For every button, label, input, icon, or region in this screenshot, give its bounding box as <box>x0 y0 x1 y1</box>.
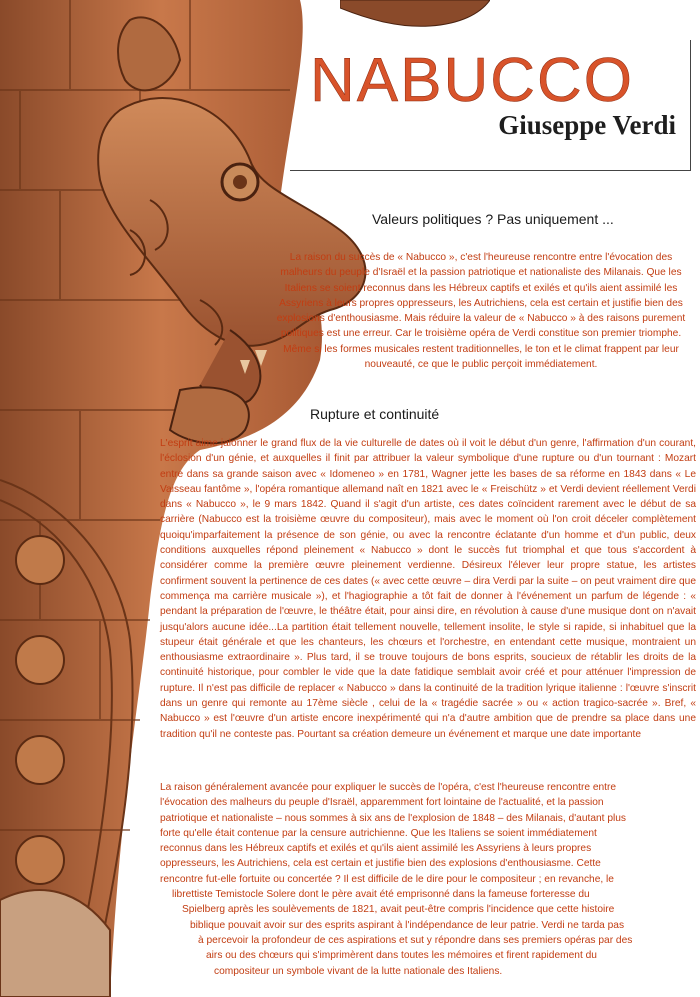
text-line: librettiste Temistocle Solere dont le père avait été emprisonné dans la fameuse forteresse du <box>172 889 590 901</box>
text-line: La raison généralement avancée pour expliquer le succès de l'opéra, c'est l'heureuse rencontre entre <box>160 782 617 793</box>
title-block <box>290 40 691 171</box>
text-line: airs ou des chœurs qui s'imprimèrent dans toutes les mémoires et firent rapidement du <box>206 950 597 962</box>
section-heading-political: Valeurs politiques ? Pas uniquement ... <box>372 211 614 227</box>
paragraph-rupture: L'esprit aime jalonner le grand flux de la vie culturelle de dates où il voit le début d'un genre, l'affirmation d'un courant, l'éclosion d'un génie, et auxquelles il finit par attribuer la valeur symbolique d'une rupture ou d'un tournant : Mozart entre dans sa grande saison avec « Idomeneo » en 1781, Wagner jette les bases de sa réforme en 1843 dans « Le Vaisseau fantôme », l'opéra romantique allemand naît en 1821 avec le « Freischütz » et Verdi devient réellement Verdi dans « Nabucco », le 9 mars 1842. Quand il s'agit d'un artiste, ces dates coïncident rarement avec le début de sa carrière (Nabucco est la troisième œuvre du compositeur), mais avec le moment où l'on croit déceler complètement quoiqu'imparfaitement la présence de son génie, ou avec la rencontre éclatante d'un homme et d'un public, deux conditions auxquelles répond pleinement « Nabucco » dont le succès fut triomphal et que tous s'accordent à considérer comme la première œuvre pleinement verdienne. Désireux l'élever leur propre statue, les artistes confirment souvent la pertinence de ces dates (« avec cette œuvre – dira Verdi par la suite – on peut vraiment dire que commença ma carrière musicale »), et l'hagiographie a tôt fait de donner à l'événement un parfum de légende : « pendant la préparation de l'œuvre, le théâtre était, pour ainsi dire, en révolution à cause d'une musique dont on n'avait jusqu'alors aucune idée...La partition était tellement nouvelle, tellement insolite, le style si rapide, si inhabituel que la stupeur était générale et que les chanteurs, les chœurs et l'orchestre, en entendant cette musique, montraient un enthousiasme extraordinaire ». Plus tard, il se trouve toujours de bons esprits, soucieux de rétablir les droits de la continuité historique, pour combler le vide que la date fatidique semblait avoir créé et pour atténuer l'impression de rupture. Il n'est pas difficile de replacer « Nabucco » dans la continuité de la tradition lyrique italienne : l'œuvre s'inscrit dans un genre qui remonte au 17ème siècle , celui de la « tragédie sacrée » ou « action tragico-sacrée ». Bref, « Nabucco » est l'œuvre d'un artiste encore inexpérimenté qui n'a d'autre ambition que de prendre sa place dans une tradition qu'il ne conteste pas. Pourtant sa création demeure un événement et marque une date importante <box>160 438 696 740</box>
paragraph-political: La raison du succès de « Nabucco », c'est l'heureuse rencontre entre l'évocation des malheurs du peuple d'Israël et la passion patriotique et nationaliste des Milanais. Que les Italiens se soient reconnus dans les Hébreux captifs et exilés et qu'ils aient assimilé les Assyriens à leurs propres oppresseurs, les Autrichiens, cela est certain et justifie bien des explosions d'enthousiasme. Mais réduire la valeur de « Nabucco » à des raisons purement politiques est une erreur. Car le troisième opéra de Verdi constitue son premier triomphe. Même si les formes musicales restent traditionnelles, le ton et le climat frappent par leur nouveauté, ce que le public perçoit immédiatement. <box>276 252 686 371</box>
section-heading-rupture: Rupture et continuité <box>310 406 440 422</box>
text-line: compositeur un symbole vivant de la lutte nationale des Italiens. <box>214 965 503 977</box>
text-line: à percevoir la profondeur de ces aspirations et sut y répondre dans ses premiers opéras par des <box>198 934 633 946</box>
text-line: l'évocation des malheurs du peuple d'Israël, apparemment fort lointaine de l'actualité, et la passion <box>160 797 604 809</box>
paragraph-success <box>160 780 696 979</box>
text-line: forte qu'elle était contenue par la censure autrichienne. Que les Italiens se soient immédiatement <box>160 827 597 839</box>
composer-name: Giuseppe Verdi <box>498 110 676 140</box>
text-line: reconnus dans les Hébreux captifs et exilés et qu'ils aient assimilé les Assyriens à leurs propres <box>160 843 592 855</box>
text-line: rencontre fut-elle fortuite ou concertée ? Il est difficile de le dire pour le compositeur ; en revanche, le <box>160 873 614 885</box>
relief-fragment-top <box>340 0 490 28</box>
text-line: patriotique et nationaliste – nous sommes à six ans de l'explosion de 1848 – des Milanais, d'autant plus <box>160 812 627 824</box>
text-line: biblique pouvait avoir sur des esprits aspirant à l'indépendance de leur patrie. Verdi ne tarda pas <box>190 919 625 931</box>
text-line: oppresseurs, les Autrichiens, cela est certain et justifie bien des explosions d'enthousiasme. Cette <box>160 858 601 870</box>
page-title: NABUCCO <box>310 46 635 115</box>
text-line: Spielberg après les soulèvements de 1821, avait peut-être compris l'incidence que cette histoire <box>182 904 615 916</box>
